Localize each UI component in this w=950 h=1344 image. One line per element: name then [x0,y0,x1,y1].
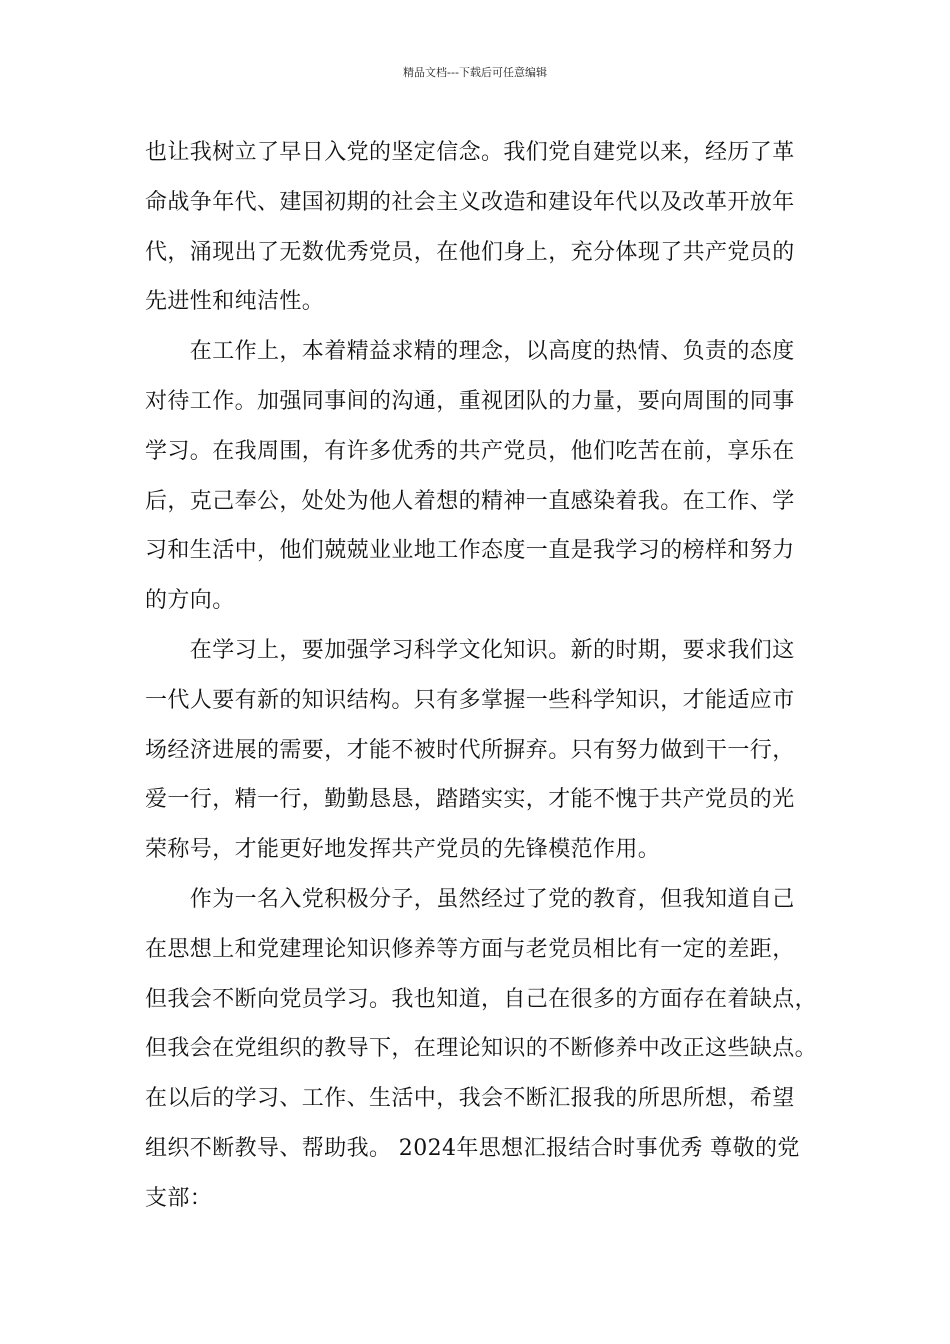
paragraph-line: 爱一行，精一行，勤勤恳恳，踏踏实实，才能不愧于共产党员的光 [145,787,795,813]
paragraph-line: 命战争年代、建国初期的社会主义改造和建设年代以及改革开放年 [145,189,795,215]
paragraph-line: 对待工作。加强同事间的沟通，重视团队的力量，要向周围的同事 [145,388,795,414]
paragraph-line: 场经济进展的需要，才能不被时代所摒弃。只有努力做到干一行， [145,737,795,763]
paragraph-1 [145,128,835,327]
paragraph-line: 先进性和纯洁性。 [145,289,325,315]
paragraph-line: 组织不断教导、帮助我。 2024年思想汇报结合时事优秀 尊敬的党 [145,1135,800,1161]
paragraph-4 [145,875,835,1224]
paragraph-line: 在思想上和党建理论知识修养等方面与老党员相比有一定的差距， [145,936,795,962]
paragraph-line: 学习。在我周围，有许多优秀的共产党员，他们吃苦在前，享乐在 [145,438,795,464]
paragraph-3 [145,626,835,875]
paragraph-line: 习和生活中，他们兢兢业业地工作态度一直是我学习的榜样和努力 [145,538,795,564]
page-header: 精品文档---下载后可任意编辑 [403,66,547,79]
paragraph-line: 在以后的学习、工作、生活中，我会不断汇报我的所思所想，希望 [145,1086,795,1112]
paragraph-line: 也让我树立了早日入党的坚定信念。我们党自建党以来，经历了革 [145,140,795,165]
paragraph-2 [145,327,835,626]
paragraph-line: 一代人要有新的知识结构。只有多掌握一些科学知识，才能适应市 [145,687,795,713]
paragraph-line: 支部： [145,1185,213,1211]
paragraph-line: 在工作上，本着精益求精的理念，以高度的热情、负责的态度 [145,339,795,365]
paragraph-line: 在学习上，要加强学习科学文化知识。新的时期，要求我们这 [145,637,795,663]
paragraph-line: 作为一名入党积极分子，虽然经过了党的教育，但我知道自己 [145,886,795,912]
paragraph-line: 的方向。 [145,588,235,614]
paragraph-line: 但我会在党组织的教导下，在理论知识的不断修养中改正这些缺点。 [145,1036,818,1062]
paragraph-line: 荣称号，才能更好地发挥共产党员的先锋模范作用。 [145,837,661,863]
document-body [145,128,835,1224]
paragraph-line: 但我会不断向党员学习。我也知道，自己在很多的方面存在着缺点， [145,986,818,1012]
paragraph-line: 后，克己奉公，处处为他人着想的精神一直感染着我。在工作、学 [145,488,795,514]
paragraph-line: 代，涌现出了无数优秀党员，在他们身上，充分体现了共产党员的 [145,239,795,265]
